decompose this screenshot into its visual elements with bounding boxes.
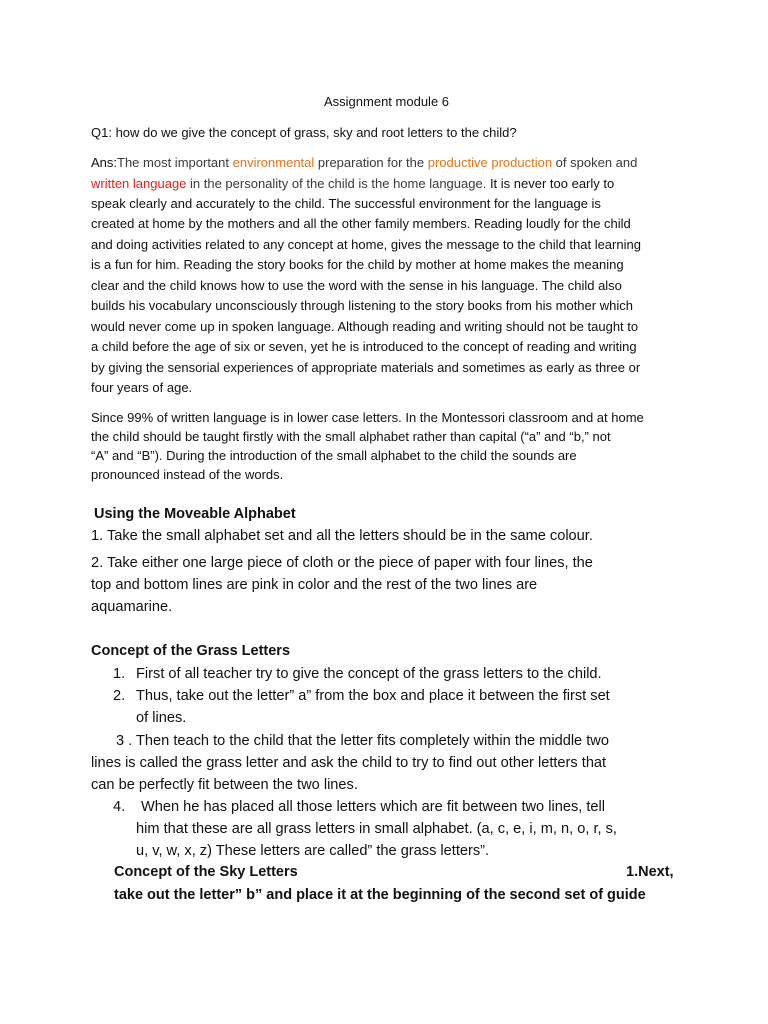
answer-line: is a fun for him. Reading the story books for the child by mother at home makes the meaning: [91, 257, 624, 272]
document-title: Assignment module 6: [324, 94, 450, 109]
grass-item-text: lines is called the grass letter and ask the child to try to find out other letters that: [91, 755, 607, 771]
paragraph2-line: pronounced instead of the words.: [91, 467, 284, 482]
answer-label: Ans:: [91, 155, 118, 170]
moveable-line: 2. Take either one large piece of cloth or the piece of paper with four lines, the: [91, 555, 593, 571]
grass-item-number: 2.: [113, 688, 126, 704]
sky-heading: Concept of the Sky Letters: [114, 864, 298, 880]
moveable-line: aquamarine.: [91, 599, 173, 615]
grass-item-text: Thus, take out the letter” a” from the box and place it between the first set: [136, 688, 610, 704]
answer-line: four years of age.: [91, 380, 193, 395]
answer-line: speak clearly and accurately to the child. The successful environment for the language is: [91, 196, 601, 211]
answer-line-1: Ans:The most important environmental preparation for the productive production of spoken and: [91, 155, 638, 170]
answer-line-2: written language in the personality of the child is the home language. It is never too early to: [91, 176, 615, 191]
answer-line: by giving the sensorial experiences of appropriate materials and sometimes as early as three or: [91, 360, 641, 375]
answer-line: a child before the age of six or seven, yet he is introduced to the concept of reading and writing: [91, 339, 637, 354]
grass-item-text: u, v, w, x, z) These letters are called” the grass letters”.: [136, 843, 490, 859]
highlight-environmental: environmental: [232, 155, 315, 170]
grass-heading: Concept of the Grass Letters: [91, 643, 291, 659]
grass-item-text: First of all teacher try to give the concept of the grass letters to the child.: [136, 666, 602, 682]
grass-item-text: 3 . Then teach to the child that the letter fits completely within the middle two: [116, 733, 609, 749]
grass-item-number: 4.: [113, 799, 126, 815]
answer-line: clear and the child knows how to use the word with the sense in his language. The child also: [91, 278, 622, 293]
question-text: Q1: how do we give the concept of grass, sky and root letters to the child?: [91, 125, 517, 140]
grass-item-text: can be perfectly fit between the two lines.: [91, 777, 358, 793]
grass-item-number: 1.: [113, 666, 126, 682]
moveable-line: 1. Take the small alphabet set and all the letters should be in the same colour.: [91, 528, 593, 544]
answer-line: builds his vocabulary unconsciously through listening to the story books from his mother which: [91, 298, 633, 313]
sky-next: 1.Next,: [626, 864, 674, 880]
grass-item-text: When he has placed all those letters which are fit between two lines, tell: [141, 799, 606, 815]
grass-item-text: him that these are all grass letters in small alphabet. (a, c, e, i, m, n, o, r, s,: [136, 821, 617, 837]
answer-line: created at home by the mothers and all the other family members. Reading loudly for the child: [91, 216, 631, 231]
paragraph2-line: Since 99% of written language is in lower case letters. In the Montessori classroom and at home: [91, 410, 644, 425]
paragraph2-line: “A” and “B”). During the introduction of the small alphabet to the child the sounds are: [91, 448, 577, 463]
highlight-productive-production: productive production: [427, 155, 553, 170]
sky-line: take out the letter” b” and place it at the beginning of the second set of guide: [114, 887, 646, 903]
moveable-heading: Using the Moveable Alphabet: [94, 506, 296, 522]
grass-item-text: of lines.: [136, 710, 187, 726]
highlight-written-language: written language: [91, 176, 187, 191]
moveable-line: top and bottom lines are pink in color and the rest of the two lines are: [91, 577, 538, 593]
paragraph2-line: the child should be taught firstly with the small alphabet rather than capital (“a” and “b,” not: [91, 429, 611, 444]
answer-line: would never come up in spoken language. Although reading and writing should not be taught to: [91, 319, 639, 334]
answer-line: and doing activities related to any concept at home, gives the message to the child that learning: [91, 237, 641, 252]
